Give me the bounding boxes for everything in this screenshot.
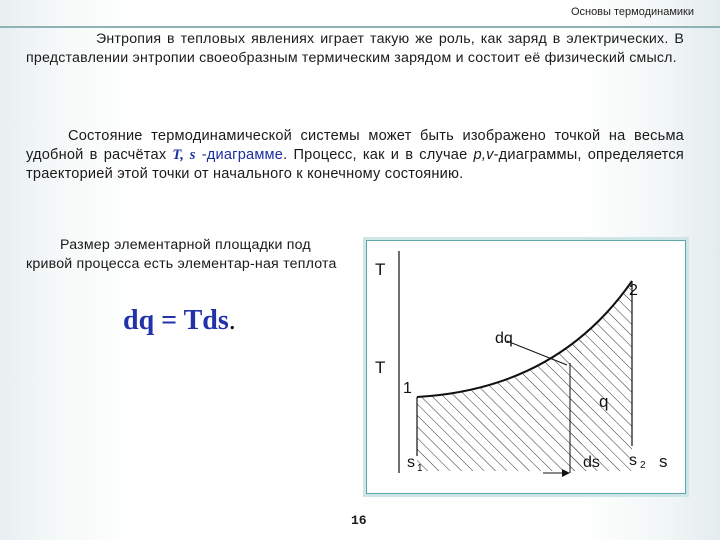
label-s2-base: s bbox=[629, 452, 637, 469]
label-axis-T: T bbox=[375, 260, 386, 279]
paragraph2-pv: p,v bbox=[473, 147, 494, 163]
label-axis-s: s bbox=[659, 452, 668, 471]
paragraph-ts-diagram bbox=[26, 127, 684, 184]
ts-diagram-panel bbox=[366, 240, 686, 494]
ts-diagram bbox=[367, 241, 685, 493]
label-T-level: T bbox=[375, 358, 386, 377]
label-point-1: 1 bbox=[403, 380, 412, 397]
paragraph2-text-start: Состояние термодинамической системы может быть изображено точкой на весьма удобной в расчётах bbox=[26, 128, 684, 163]
label-q: q bbox=[599, 392, 609, 411]
formula-tail: . bbox=[228, 305, 236, 336]
paragraph2-ts-vars: T, s bbox=[172, 147, 196, 163]
page-number: 16 bbox=[351, 513, 367, 528]
paragraph2-diagram-word: -диаграмме bbox=[195, 147, 284, 163]
label-s1-sub: 1 bbox=[417, 463, 423, 474]
slide-header bbox=[0, 0, 720, 28]
label-dq: dq bbox=[495, 330, 513, 347]
paragraph-elementary-area: Размер элементарной площадки под кривой процесса есть элементар-ная теплота bbox=[26, 237, 337, 272]
header-title: Основы термодинамики bbox=[570, 6, 694, 18]
label-ds: ds bbox=[583, 454, 600, 471]
label-s1-base: s bbox=[407, 454, 415, 471]
hatched-area-q bbox=[417, 281, 632, 471]
paragraph2-text-middle: . Процесс, как и в случае bbox=[283, 147, 474, 163]
label-s2-sub: 2 bbox=[640, 460, 646, 471]
paragraph2-text-end: -диаграммы, определяется траекторией этой точки от начального к конечному состоянию. bbox=[26, 147, 684, 182]
formula-main: dq = Tds bbox=[123, 305, 229, 336]
formula-dq bbox=[123, 305, 236, 337]
elementary-strip-ds bbox=[570, 341, 582, 471]
label-point-2: 2 bbox=[629, 282, 638, 299]
paragraph-entropy-role: Энтропия в тепловых явлениях играет такую же роль, как заряд в электрических. В представлении энтропии своеобразным термическим зарядом и состоит её физический смысл. bbox=[26, 31, 684, 66]
